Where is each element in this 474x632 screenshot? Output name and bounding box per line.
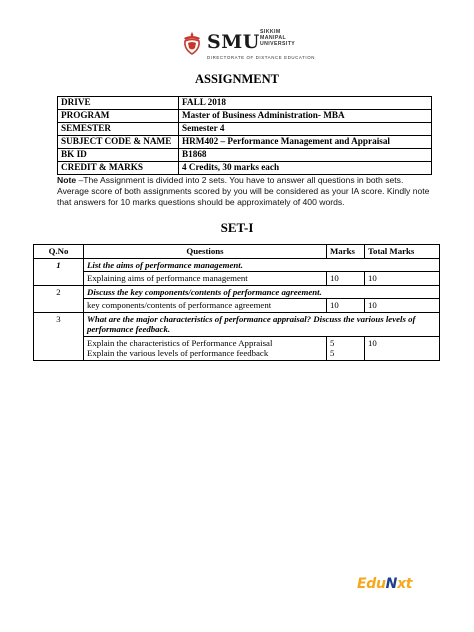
info-value: HRM402 – Performance Management and Appraisal xyxy=(179,136,432,149)
info-row xyxy=(58,136,432,149)
question-number: 1 xyxy=(34,258,84,285)
question-text: What are the major characteristics of performance appraisal? Discuss the various levels of performance feedback. xyxy=(84,312,440,336)
subquestion-row xyxy=(34,299,440,313)
subquestion-cell xyxy=(84,272,327,286)
subquestion-text: Explaining aims of performance management xyxy=(87,273,248,283)
question-row xyxy=(34,258,440,272)
subquestion-row xyxy=(34,336,440,360)
info-key: BK ID xyxy=(58,149,179,162)
directorate-subtitle: DIRECTORATE OF DISTANCE EDUCATION xyxy=(207,55,316,60)
subquestion-marks: 5 xyxy=(330,348,335,358)
assignment-info-table xyxy=(57,96,432,175)
question-text: Discuss the key components/contents of performance agreement. xyxy=(84,285,440,299)
info-key: DRIVE xyxy=(58,97,179,110)
info-row xyxy=(58,123,432,136)
question-text: List the aims of performance management. xyxy=(84,258,440,272)
header-total-marks: Total Marks xyxy=(365,245,440,259)
subquestion-cell xyxy=(84,336,327,360)
edunext-logo: EduNxt xyxy=(357,576,413,592)
info-key: PROGRAM xyxy=(58,110,179,123)
brand-name: SMU xyxy=(207,31,260,53)
assignment-note xyxy=(57,175,435,208)
question-row xyxy=(34,312,440,336)
subquestion-marks: 10 xyxy=(330,273,339,283)
subquestion-row xyxy=(34,272,440,286)
total-marks: 10 xyxy=(365,299,440,313)
university-emblem-icon xyxy=(180,30,204,56)
subquestion-marks: 10 xyxy=(330,300,339,310)
info-value: 4 Credits, 30 marks each xyxy=(179,162,432,175)
subquestion-cell xyxy=(84,299,327,313)
question-number: 2 xyxy=(34,285,84,312)
info-key: CREDIT & MARKS xyxy=(58,162,179,175)
info-row xyxy=(58,110,432,123)
info-row xyxy=(58,97,432,110)
header-marks: Marks xyxy=(327,245,365,259)
subquestion-marks: 5 xyxy=(330,337,335,348)
question-number: 3 xyxy=(34,312,84,360)
note-text: –The Assignment is divided into 2 sets. You have to answer all questions in both sets. Average score of both assignments scored by you will be considered as your IA score. Kindly note that answers for 10 marks questions should be approximately of 400 words. xyxy=(57,175,430,207)
info-value: Master of Business Administration- MBA xyxy=(179,110,432,123)
info-key: SUBJECT CODE & NAME xyxy=(58,136,179,149)
university-name: SIKKIM MANIPAL UNIVERSITY xyxy=(260,29,296,47)
subquestion-text: Explain the characteristics of Performance Appraisal xyxy=(87,337,273,348)
questions-table xyxy=(33,244,440,361)
marks-cell xyxy=(327,336,365,360)
total-marks: 10 xyxy=(365,336,440,360)
marks-cell xyxy=(327,299,365,313)
note-label: Note xyxy=(57,175,77,185)
info-row xyxy=(58,162,432,175)
header-qno: Q.No xyxy=(34,245,84,259)
total-marks: 10 xyxy=(365,272,440,286)
smu-logo xyxy=(180,26,330,66)
questions-header-row xyxy=(34,245,440,259)
info-value: FALL 2018 xyxy=(179,97,432,110)
info-value: Semester 4 xyxy=(179,123,432,136)
info-key: SEMESTER xyxy=(58,123,179,136)
page-title: ASSIGNMENT xyxy=(194,72,280,86)
question-row xyxy=(34,285,440,299)
header-questions: Questions xyxy=(84,245,327,259)
marks-cell xyxy=(327,272,365,286)
info-value: B1868 xyxy=(179,149,432,162)
set-title: SET-I xyxy=(220,220,254,235)
subquestion-text: key components/contents of performance agreement xyxy=(87,300,272,310)
info-row xyxy=(58,149,432,162)
subquestion-text: Explain the various levels of performance feedback xyxy=(87,348,269,358)
